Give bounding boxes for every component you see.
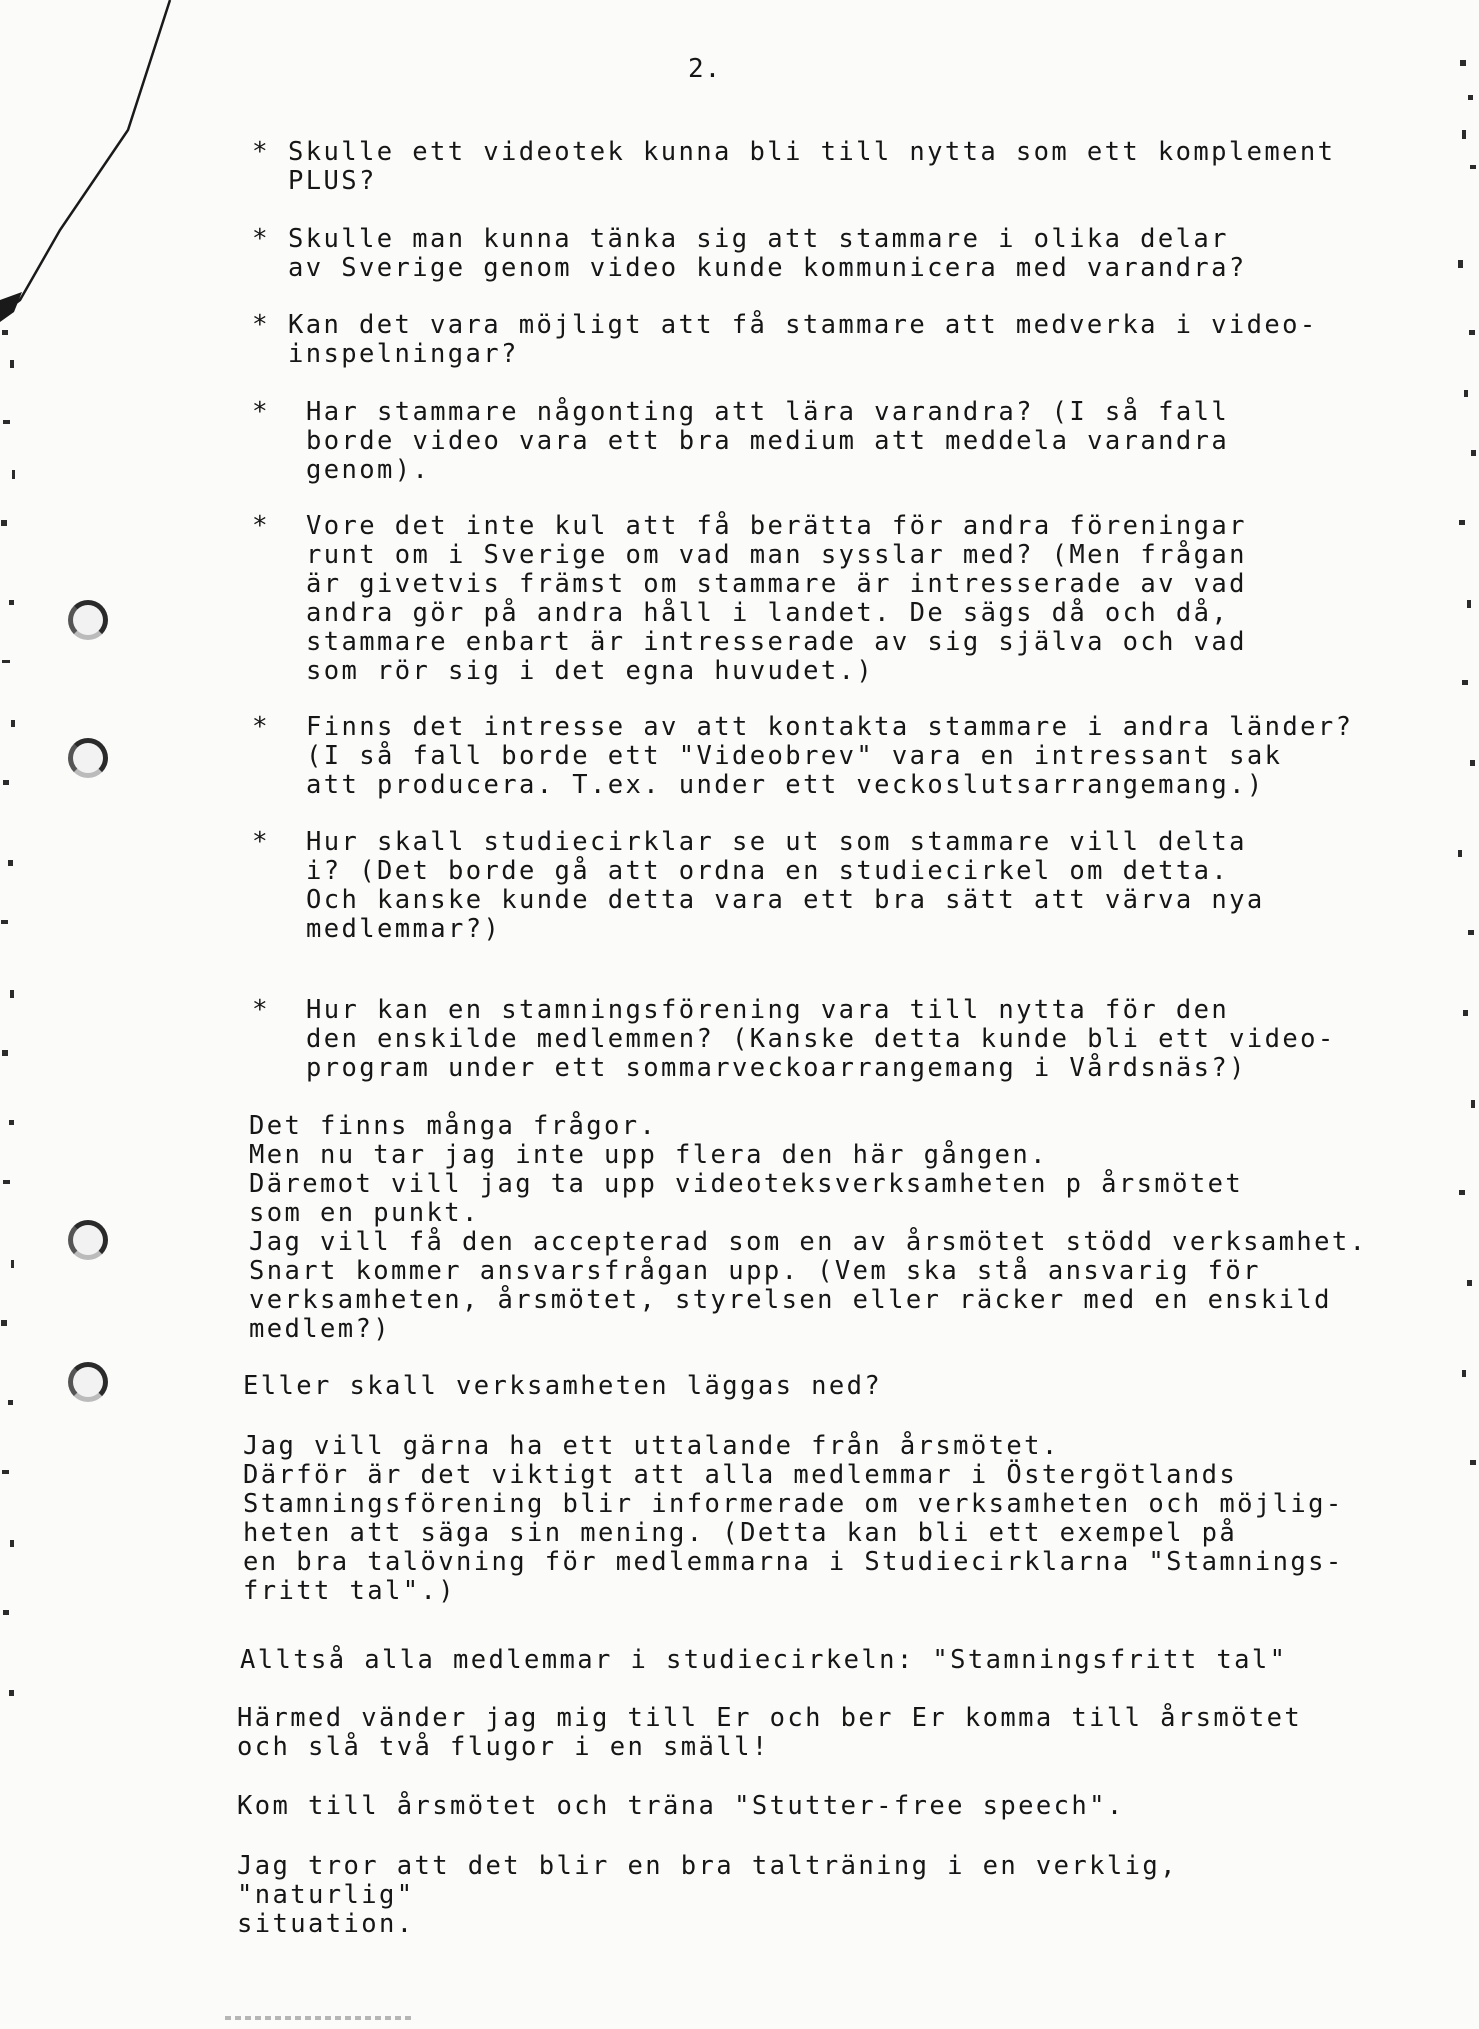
question-text: Hur kan en stamningsförening vara till nytta för den den enskilde medlemmen? (Kanske detta kunde bli ett video- program under ett sommarveckoarrangemang i Vårdsnäs?) (306, 995, 1336, 1083)
paragraph: Jag tror att det blir en bra talträning i en verklig, "naturlig" situation. (237, 1851, 1178, 1939)
paragraph: Kom till årsmötet och träna "Stutter-free speech". (237, 1791, 1125, 1821)
paragraph: Härmed vänder jag mig till Er och ber Er komma till årsmötet och slå två flugor i en smäll! (237, 1703, 1303, 1762)
punch-hole (68, 1220, 108, 1260)
question-item (252, 225, 1362, 283)
bullet-asterisk: * (252, 224, 271, 254)
left-scan-noise (0, 0, 30, 2029)
punch-hole (68, 738, 108, 778)
bullet-asterisk: * (252, 827, 271, 857)
question-text: Finns det intresse av att kontakta stammare i andra länder? (I så fall borde ett "Videobrev" vara en intressant sak att producera. T.ex. under ett veckoslutsarrangemang.) (306, 712, 1354, 800)
question-item (252, 713, 1362, 800)
page-number: 2. (688, 54, 722, 84)
punch-hole (68, 600, 108, 640)
bullet-asterisk: * (252, 511, 271, 541)
question-item (252, 828, 1362, 944)
question-text: Vore det inte kul att få berätta för andra föreningar runt om i Sverige om vad man sysslar med? (Men frågan är givetvis främst om stammare är intresserade av vad andra gör på andra håll i landet. De sägs då och då, stammare enbart är intresserade av sig själva och vad som rör sig i det egna huvudet.) (306, 511, 1247, 686)
scan-bottom-mark (225, 2016, 415, 2020)
bullet-asterisk: * (252, 712, 271, 742)
question-item (252, 398, 1362, 485)
bullet-asterisk: * (252, 137, 271, 167)
bullet-asterisk: * (252, 995, 271, 1025)
question-text: Skulle ett videotek kunna bli till nytta som ett komplement PLUS? (288, 137, 1336, 196)
question-text: Skulle man kunna tänka sig att stammare i olika delar av Sverige genom video kunde kommunicera med varandra? (288, 224, 1247, 283)
punch-hole (68, 1362, 108, 1402)
question-item (252, 311, 1362, 369)
question-item (252, 512, 1362, 686)
bullet-asterisk: * (252, 310, 271, 340)
paragraph: Eller skall verksamheten läggas ned? (243, 1371, 883, 1401)
question-item (252, 996, 1362, 1083)
question-item (252, 138, 1362, 196)
question-text: Har stammare någonting att lära varandra? (I så fall borde video vara ett bra medium att meddela varandra genom). (306, 397, 1230, 485)
right-scan-noise (1440, 0, 1479, 2029)
paragraph: Det finns många frågor. Men nu tar jag inte upp flera den här gången. Däremot vill jag ta upp videoteksverksamheten p årsmötet som en punkt. Jag vill få den accepterad som en av årsmötet stödd verksamhet. Snart kommer ansvarsfrågan upp. (Vem ska stå ansvarig för verksamheten, årsmötet, styrelsen eller räcker med en enskild medlem?) (249, 1111, 1368, 1344)
bullet-asterisk: * (252, 397, 271, 427)
question-text: Hur skall studiecirklar se ut som stammare vill delta i? (Det borde gå att ordna en studiecirkel om detta. Och kanske kunde detta vara ett bra sätt att värva nya medlemmar?) (306, 827, 1265, 944)
question-text: Kan det vara möjligt att få stammare att medverka i video- inspelningar? (288, 310, 1318, 369)
paragraph: Jag vill gärna ha ett uttalande från årsmötet. Därför är det viktigt att alla medlemmar i Östergötlands Stamningsförening blir informerade om verksamheten och möjlig- heten att säga sin mening. (Detta kan bli ett exempel på en bra talövning för medlemmarna i Studiecirklarna "Stamnings- fritt tal".) (243, 1431, 1344, 1606)
paragraph: Alltså alla medlemmar i studiecirkeln: "Stamningsfritt tal" (240, 1645, 1288, 1675)
